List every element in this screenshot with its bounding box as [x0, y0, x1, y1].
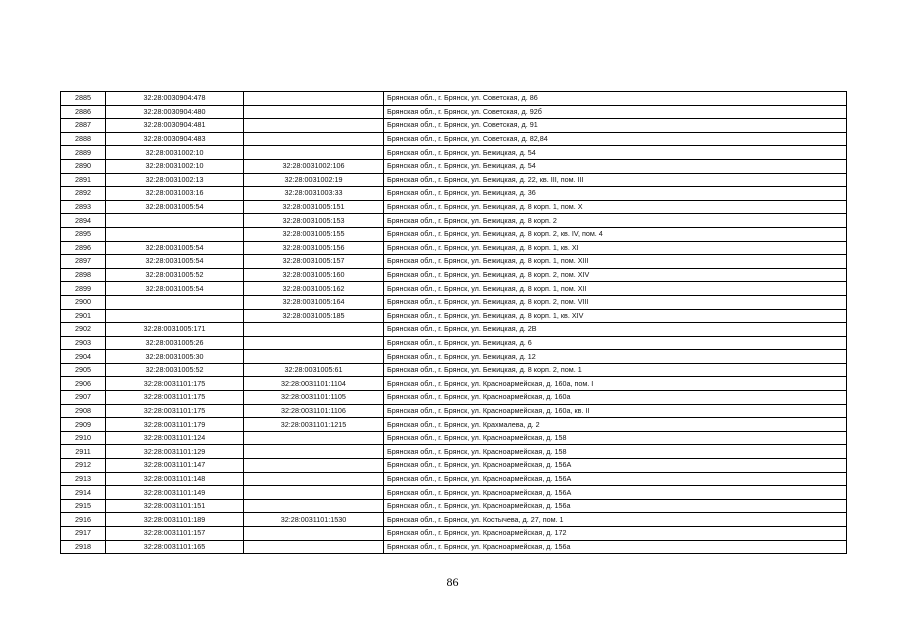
row-number-cell: 2909: [61, 418, 106, 432]
cadastral-number-cell: 32:28:0031005:52: [106, 268, 244, 282]
row-number-cell: 2896: [61, 241, 106, 255]
row-number-cell: 2885: [61, 92, 106, 106]
table-row: [61, 159, 847, 173]
cadastral-number-cell: 32:28:0031002:10: [106, 146, 244, 160]
object-number-cell: 32:28:0031101:1104: [244, 377, 384, 391]
address-cell: Брянская обл., г. Брянск, ул. Бежицкая, д. 54: [384, 146, 847, 160]
address-cell: Брянская обл., г. Брянск, ул. Советская, д. 92б: [384, 105, 847, 119]
row-number-cell: 2886: [61, 105, 106, 119]
object-number-cell: 32:28:0031005:156: [244, 241, 384, 255]
object-number-cell: 32:28:0031005:162: [244, 282, 384, 296]
address-cell: Брянская обл., г. Брянск, ул. Красноармейская, д. 172: [384, 527, 847, 541]
row-number-cell: 2917: [61, 527, 106, 541]
address-cell: Брянская обл., г. Брянск, ул. Бежицкая, д. 8 корп. 2, пом. 1: [384, 363, 847, 377]
object-number-cell: [244, 92, 384, 106]
table-row: [61, 227, 847, 241]
row-number-cell: 2888: [61, 132, 106, 146]
object-number-cell: [244, 431, 384, 445]
address-cell: Брянская обл., г. Брянск, ул. Бежицкая, д. 8 корп. 2: [384, 214, 847, 228]
object-number-cell: [244, 132, 384, 146]
table-row: [61, 513, 847, 527]
object-number-cell: [244, 527, 384, 541]
object-number-cell: 32:28:0031005:151: [244, 200, 384, 214]
cadastral-number-cell: 32:28:0031101:147: [106, 459, 244, 473]
row-number-cell: 2887: [61, 119, 106, 133]
address-cell: Брянская обл., г. Брянск, ул. Красноармейская, д. 156А: [384, 459, 847, 473]
cadastral-number-cell: [106, 227, 244, 241]
row-number-cell: 2912: [61, 459, 106, 473]
address-cell: Брянская обл., г. Брянск, ул. Советская, д. 82,84: [384, 132, 847, 146]
object-number-cell: [244, 323, 384, 337]
object-number-cell: 32:28:0031101:1106: [244, 404, 384, 418]
cadastral-number-cell: 32:28:0031101:148: [106, 472, 244, 486]
object-number-cell: [244, 146, 384, 160]
table-row: [61, 472, 847, 486]
object-number-cell: [244, 105, 384, 119]
table-row: [61, 445, 847, 459]
cadastral-number-cell: 32:28:0030904:483: [106, 132, 244, 146]
table-row: [61, 132, 847, 146]
cadastral-number-cell: 32:28:0031005:52: [106, 363, 244, 377]
table-row: [61, 173, 847, 187]
row-number-cell: 2901: [61, 309, 106, 323]
object-number-cell: 32:28:0031101:1215: [244, 418, 384, 432]
object-number-cell: [244, 499, 384, 513]
object-number-cell: 32:28:0031002:19: [244, 173, 384, 187]
table-row: [61, 241, 847, 255]
address-cell: Брянская обл., г. Брянск, ул. Красноармейская, д. 158: [384, 445, 847, 459]
address-cell: Брянская обл., г. Брянск, ул. Бежицкая, д. 22, кв. III, пом. III: [384, 173, 847, 187]
table-row: [61, 295, 847, 309]
cadastral-number-cell: 32:28:0031101:129: [106, 445, 244, 459]
address-cell: Брянская обл., г. Брянск, ул. Бежицкая, д. 8 корп. 2, пом. VIII: [384, 295, 847, 309]
cadastral-number-cell: 32:28:0031002:13: [106, 173, 244, 187]
cadastral-number-cell: 32:28:0031005:54: [106, 241, 244, 255]
object-number-cell: [244, 119, 384, 133]
object-number-cell: 32:28:0031005:157: [244, 255, 384, 269]
cadastral-number-cell: 32:28:0031005:171: [106, 323, 244, 337]
object-number-cell: 32:28:0031002:106: [244, 159, 384, 173]
address-cell: Брянская обл., г. Брянск, ул. Красноармейская, д. 156а: [384, 499, 847, 513]
row-number-cell: 2903: [61, 336, 106, 350]
address-cell: Брянская обл., г. Брянск, ул. Бежицкая, д. 2В: [384, 323, 847, 337]
row-number-cell: 2913: [61, 472, 106, 486]
table-row: [61, 268, 847, 282]
cadastral-number-cell: 32:28:0031005:54: [106, 255, 244, 269]
table-row: [61, 323, 847, 337]
cadastral-number-cell: 32:28:0031005:54: [106, 282, 244, 296]
cadastral-number-cell: 32:28:0031101:165: [106, 540, 244, 554]
object-number-cell: [244, 336, 384, 350]
row-number-cell: 2898: [61, 268, 106, 282]
table-row: [61, 119, 847, 133]
row-number-cell: 2918: [61, 540, 106, 554]
address-cell: Брянская обл., г. Брянск, ул. Бежицкая, д. 8 корп. 2, кв. IV, пом. 4: [384, 227, 847, 241]
address-cell: Брянская обл., г. Брянск, ул. Бежицкая, д. 12: [384, 350, 847, 364]
row-number-cell: 2893: [61, 200, 106, 214]
address-cell: Брянская обл., г. Брянск, ул. Бежицкая, д. 8 корп. 2, пом. XIV: [384, 268, 847, 282]
cadastral-number-cell: 32:28:0031005:30: [106, 350, 244, 364]
object-number-cell: 32:28:0031101:1530: [244, 513, 384, 527]
cadastral-number-cell: 32:28:0030904:480: [106, 105, 244, 119]
row-number-cell: 2891: [61, 173, 106, 187]
cadastral-number-cell: 32:28:0031101:175: [106, 404, 244, 418]
table-row: [61, 146, 847, 160]
address-cell: Брянская обл., г. Брянск, ул. Бежицкая, д. 6: [384, 336, 847, 350]
page-number: 86: [446, 575, 459, 589]
row-number-cell: 2900: [61, 295, 106, 309]
cadastral-number-cell: 32:28:0031101:157: [106, 527, 244, 541]
cadastral-number-cell: 32:28:0031101:189: [106, 513, 244, 527]
cadastral-number-cell: 32:28:0031101:124: [106, 431, 244, 445]
cadastral-number-cell: 32:28:0031002:10: [106, 159, 244, 173]
cadastral-number-cell: 32:28:0030904:478: [106, 92, 244, 106]
row-number-cell: 2899: [61, 282, 106, 296]
table-row: [61, 499, 847, 513]
address-cell: Брянская обл., г. Брянск, ул. Красноармейская, д. 160а, кв. II: [384, 404, 847, 418]
cadastral-number-cell: 32:28:0031005:54: [106, 200, 244, 214]
row-number-cell: 2889: [61, 146, 106, 160]
cadastral-number-cell: 32:28:0031005:26: [106, 336, 244, 350]
object-number-cell: [244, 445, 384, 459]
object-number-cell: 32:28:0031005:155: [244, 227, 384, 241]
cadastral-number-cell: 32:28:0031101:175: [106, 377, 244, 391]
object-number-cell: 32:28:0031005:185: [244, 309, 384, 323]
table-row: [61, 105, 847, 119]
address-cell: Брянская обл., г. Брянск, ул. Бежицкая, д. 54: [384, 159, 847, 173]
table-row: [61, 282, 847, 296]
address-cell: Брянская обл., г. Брянск, ул. Бежицкая, д. 36: [384, 187, 847, 201]
object-number-cell: [244, 540, 384, 554]
table-row: [61, 336, 847, 350]
object-number-cell: 32:28:0031005:61: [244, 363, 384, 377]
cadastral-number-cell: [106, 309, 244, 323]
table-row: [61, 486, 847, 500]
object-number-cell: 32:28:0031101:1105: [244, 391, 384, 405]
object-number-cell: 32:28:0031005:153: [244, 214, 384, 228]
table-row: [61, 418, 847, 432]
object-number-cell: [244, 486, 384, 500]
row-number-cell: 2895: [61, 227, 106, 241]
table-row: [61, 309, 847, 323]
address-cell: Брянская обл., г. Брянск, ул. Красноармейская, д. 156А: [384, 472, 847, 486]
object-number-cell: [244, 459, 384, 473]
table-row: [61, 350, 847, 364]
cadastral-number-cell: 32:28:0031101:175: [106, 391, 244, 405]
cadastral-number-cell: 32:28:0031101:179: [106, 418, 244, 432]
table-row: [61, 404, 847, 418]
row-number-cell: 2904: [61, 350, 106, 364]
row-number-cell: 2892: [61, 187, 106, 201]
address-cell: Брянская обл., г. Брянск, ул. Бежицкая, д. 8 корп. 1, кв. XI: [384, 241, 847, 255]
object-number-cell: 32:28:0031005:164: [244, 295, 384, 309]
table-row: [61, 187, 847, 201]
row-number-cell: 2905: [61, 363, 106, 377]
row-number-cell: 2897: [61, 255, 106, 269]
object-number-cell: [244, 350, 384, 364]
row-number-cell: 2914: [61, 486, 106, 500]
row-number-cell: 2916: [61, 513, 106, 527]
registry-table-body: [61, 92, 847, 554]
row-number-cell: 2894: [61, 214, 106, 228]
cadastral-number-cell: [106, 295, 244, 309]
object-number-cell: 32:28:0031005:160: [244, 268, 384, 282]
address-cell: Брянская обл., г. Брянск, ул. Красноармейская, д. 160а: [384, 391, 847, 405]
cadastral-number-cell: 32:28:0030904:481: [106, 119, 244, 133]
address-cell: Брянская обл., г. Брянск, ул. Бежицкая, д. 8 корп. 1, пом. XII: [384, 282, 847, 296]
table-row: [61, 363, 847, 377]
table-row: [61, 214, 847, 228]
address-cell: Брянская обл., г. Брянск, ул. Крахмалева, д. 2: [384, 418, 847, 432]
table-row: [61, 459, 847, 473]
address-cell: Брянская обл., г. Брянск, ул. Советская, д. 91: [384, 119, 847, 133]
object-number-cell: [244, 472, 384, 486]
table-row: [61, 255, 847, 269]
cadastral-number-cell: 32:28:0031101:151: [106, 499, 244, 513]
row-number-cell: 2910: [61, 431, 106, 445]
address-cell: Брянская обл., г. Брянск, ул. Бежицкая, д. 8 корп. 1, пом. X: [384, 200, 847, 214]
table-row: [61, 431, 847, 445]
cadastral-number-cell: 32:28:0031101:149: [106, 486, 244, 500]
table-row: [61, 540, 847, 554]
row-number-cell: 2907: [61, 391, 106, 405]
row-number-cell: 2906: [61, 377, 106, 391]
table-row: [61, 391, 847, 405]
row-number-cell: 2911: [61, 445, 106, 459]
address-cell: Брянская обл., г. Брянск, ул. Бежицкая, д. 8 корп. 1, пом. XIII: [384, 255, 847, 269]
address-cell: Брянская обл., г. Брянск, ул. Бежицкая, д. 8 корп. 1, кв. XIV: [384, 309, 847, 323]
registry-table: [60, 91, 847, 554]
address-cell: Брянская обл., г. Брянск, ул. Красноармейская, д. 160а, пом. I: [384, 377, 847, 391]
object-number-cell: 32:28:0031003:33: [244, 187, 384, 201]
address-cell: Брянская обл., г. Брянск, ул. Красноармейская, д. 158: [384, 431, 847, 445]
cadastral-number-cell: [106, 214, 244, 228]
cadastral-number-cell: 32:28:0031003:16: [106, 187, 244, 201]
row-number-cell: 2902: [61, 323, 106, 337]
address-cell: Брянская обл., г. Брянск, ул. Советская, д. 86: [384, 92, 847, 106]
table-row: [61, 92, 847, 106]
table-row: [61, 527, 847, 541]
address-cell: Брянская обл., г. Брянск, ул. Красноармейская, д. 156А: [384, 486, 847, 500]
address-cell: Брянская обл., г. Брянск, ул. Костычева, д. 27, пом. 1: [384, 513, 847, 527]
table-row: [61, 200, 847, 214]
row-number-cell: 2890: [61, 159, 106, 173]
table-row: [61, 377, 847, 391]
row-number-cell: 2908: [61, 404, 106, 418]
address-cell: Брянская обл., г. Брянск, ул. Красноармейская, д. 156а: [384, 540, 847, 554]
row-number-cell: 2915: [61, 499, 106, 513]
